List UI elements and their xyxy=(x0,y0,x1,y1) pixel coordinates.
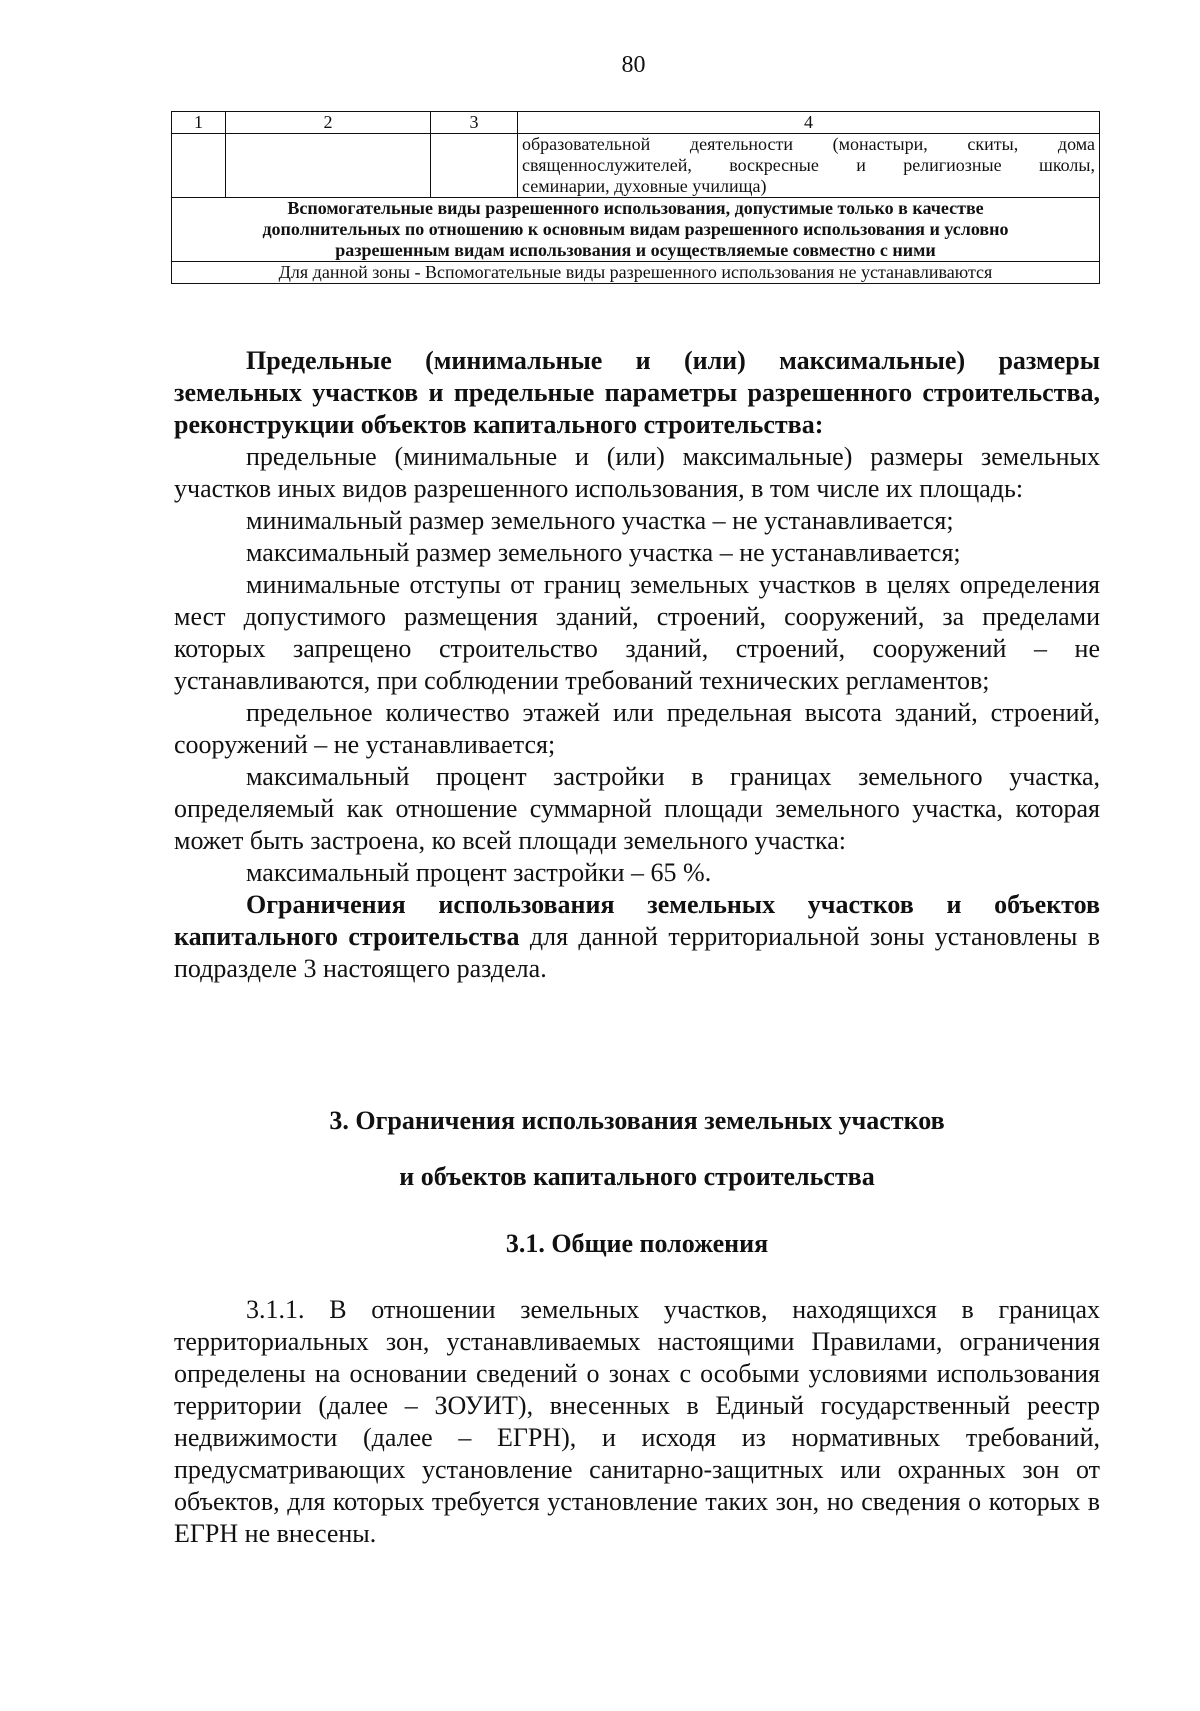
table-row xyxy=(172,134,1100,198)
paragraph: минимальные отступы от границ земельных участков в целях определения мест допустимого размещения зданий, строений, сооружений, за пределами которых запрещено строительство зданий, строений, сооружений – не устанавливаются, при соблюдении требований технических регламентов; xyxy=(174,570,1100,695)
table-row-aux-header xyxy=(172,198,1100,262)
paragraph: максимальный размер земельного участка – не устанавливается; xyxy=(246,538,961,567)
aux-header-line: разрешенным видам использования и осуществляемые совместно с ними xyxy=(335,240,936,260)
aux-uses-note: Для данной зоны - Вспомогательные виды разрешенного использования не устанавливаются xyxy=(172,262,1100,284)
aux-header-line: Вспомогательные виды разрешенного использования, допустимые только в качестве xyxy=(287,198,984,218)
restrictions-bold: Ограничения использования земельных участков и объектов капитального строительства xyxy=(174,890,1100,951)
page-number: 80 xyxy=(621,52,646,78)
table-cell-description xyxy=(518,134,1100,198)
table-cell-empty xyxy=(431,134,518,198)
section3-body xyxy=(174,1294,1100,1550)
table-cell-empty xyxy=(226,134,431,198)
zoning-table xyxy=(171,111,1100,284)
table-row-aux-note xyxy=(172,262,1100,284)
table-header-row xyxy=(172,112,1100,134)
cell-text-line: образовательной деятельности (монастыри, скиты, дома xyxy=(522,134,1095,154)
paragraph: предельные (минимальные и (или) максимальные) размеры земельных участков иных видов разрешенного использования, в том числе их площадь: xyxy=(174,442,1100,503)
table-header-cell: 2 xyxy=(226,112,431,134)
table-header-cell: 4 xyxy=(518,112,1100,134)
table-header-cell: 3 xyxy=(431,112,518,134)
section3-heading-line2: и объектов капитального строительства xyxy=(399,1162,875,1191)
paragraph: 3.1.1. В отношении земельных участков, находящихся в границах территориальных зон, устанавливаемых настоящими Правилами, ограничения определены на основании сведений о зонах с особыми условиями использования территории (далее – ЗОУИТ), внесенных в Единый государственный реестр недвижимости (далее – ЕГРН), и исходя из нормативных требований, предусматривающих установление санитарно-защитных или охранных зон от объектов, для которых требуется установление таких зон, но сведения о которых в ЕГРН не внесены. xyxy=(174,1295,1100,1548)
aux-uses-header xyxy=(172,198,1100,262)
limits-title: Предельные (минимальные и (или) максимальные) размеры земельных участков и предельные параметры разрешенного строительства, реконструкции объектов капитального строительства: xyxy=(174,346,1100,439)
restrictions-paragraph xyxy=(174,889,1100,985)
table-header-cell: 1 xyxy=(172,112,226,134)
paragraph: максимальный процент застройки в границах земельного участка, определяемый как отношение суммарной площади земельного участка, которая может быть застроена, ко всей площади земельного участка: xyxy=(174,762,1100,855)
section3-heading-line1: 3. Ограничения использования земельных участков xyxy=(329,1106,945,1135)
paragraph: максимальный процент застройки – 65 %. xyxy=(246,858,712,887)
paragraph: минимальный размер земельного участка – не устанавливается; xyxy=(246,506,954,535)
section3-subheading: 3.1. Общие положения xyxy=(505,1229,769,1258)
table-cell-empty xyxy=(172,134,226,198)
cell-text-line: семинарии, духовные училища) xyxy=(522,176,767,196)
restrictions-rest: для данной территориальной зоны установлены в подразделе 3 настоящего раздела. xyxy=(174,922,1100,983)
paragraph: предельное количество этажей или предельная высота зданий, строений, сооружений – не устанавливается; xyxy=(174,698,1100,759)
cell-text-line: священнослужителей, воскресные и религиозные школы, xyxy=(522,155,1095,175)
aux-header-line: дополнительных по отношению к основным видам разрешенного использования и условно xyxy=(262,219,1009,239)
limits-section xyxy=(174,345,1100,985)
